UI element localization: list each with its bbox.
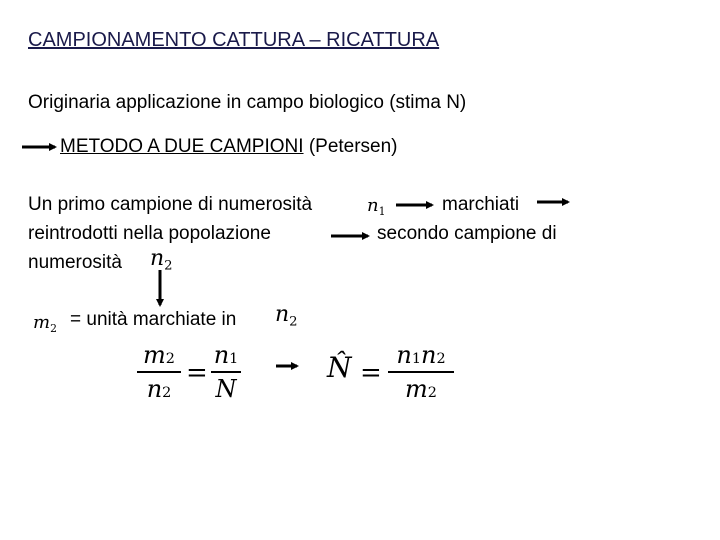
equals-sign-1: =	[186, 358, 208, 388]
para-line3: numerosità	[28, 252, 122, 273]
method-author: (Petersen)	[308, 136, 398, 157]
fraction-denominator: m2	[405, 375, 437, 403]
fraction-numerator: n1	[213, 341, 239, 369]
n2-symbol: $n_2$	[150, 246, 173, 274]
n-hat-symbol: N̂	[327, 351, 352, 384]
para-line1-prefix: Un primo campione di numerosità	[28, 194, 313, 215]
para-line2-prefix: reintrodotti nella popolazione	[28, 223, 271, 244]
para-line1-suffix: marchiati	[442, 194, 520, 215]
subtitle: Originaria applicazione in campo biologico (stima N)	[28, 92, 467, 113]
m2-symbol: $m_2$	[33, 312, 57, 335]
method-name: METODO A DUE CAMPIONI	[60, 136, 304, 157]
n2-symbol-2: $n_2$	[275, 302, 298, 330]
n1-symbol: $n_1$	[367, 195, 386, 218]
fraction-denominator: N	[215, 375, 237, 403]
page-title: CAMPIONAMENTO CATTURA – RICATTURA	[28, 29, 440, 51]
fraction-denominator: n2	[146, 375, 172, 403]
fraction-numerator: n1n2	[396, 341, 446, 369]
fraction-numerator: m2	[143, 341, 175, 369]
marked-line-text: = unità marchiate in	[70, 309, 237, 330]
equals-sign-2: =	[360, 358, 382, 388]
para-line2-suffix: secondo campione di	[377, 223, 557, 244]
